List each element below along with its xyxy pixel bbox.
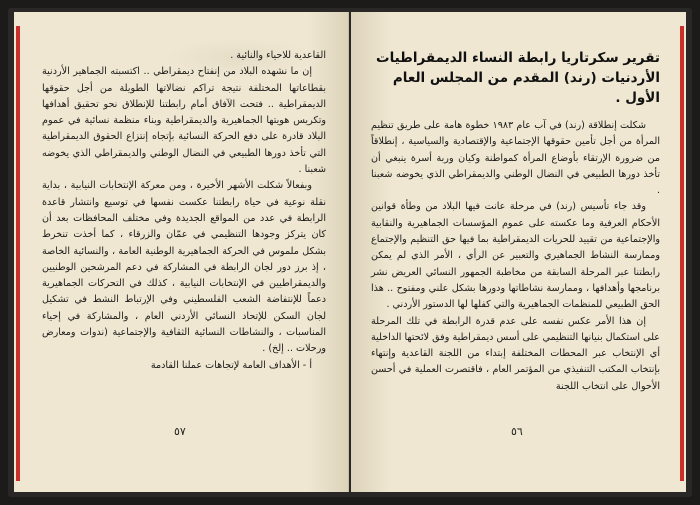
right-page-body [371, 118, 660, 395]
right-paragraph-3: إن هذا الأمر عكس نفسه على عدم قدرة الرابطة في تلك المرحلة على استكمال بنيانها التنظيمي على أسس ديمقراطية وفق لائحتها الداخلية أي الإنتخاب عبر المحطات المختلفة إبتداء من اللجنة القاعدية وإنتهاء بإنتخاب المكتب التنفيذي من المؤتمر العام ، فاقتصرت العملية في أحسن الأحوال على انتخاب اللجنة [371, 315, 660, 392]
left-heading-goals: أ - الأهداف العامة لإتجاهات عملنا القادمة [150, 359, 312, 371]
left-page-edge [16, 26, 20, 481]
left-paragraph-1: القاعدية للاحياء والنائية . [230, 50, 326, 61]
left-paragraph-3: وبفعالاً شكلت الأشهر الأخيرة ، ومن معركة الإنتخابات النيابية ، بداية نقلة نوعية في حياة رابطتنا عكست نفسها في توسيع وانتشار قاعدة الرابطة في عدد من المواقع الجديدة وفي مختلف المحافظات بعد أن كان يتركز وجودها التنظيمي في عمّان والزرقاء ، كما أخذت تنخرط بشكل ملموس في الحركة الجماهيرية الوطنية العامة ، والنسائية الخاصة ، إذ برز دور لجان الرابطة في المشاركة في دعم المرشحين الوطنيين والديمقراطيين في الإنتخابات النيابية ، كذلك في التحركات الجماهيرية دعماً للإنتفاضة الشعب الفلسطيني وفي الإرتباط النشط في تشكيل لجان السكن للإتحاد النسائي الأردني العام ، والمشاركة في إحياء المناسبات ، والنشاطات النسائية الثقافية والإجتماعية (ندوات ومعارض ورحلات .. إلخ) . [42, 180, 326, 355]
left-page-number: ٥٧ [174, 425, 186, 438]
right-page-edge [680, 26, 684, 481]
left-page-body [42, 48, 326, 374]
left-page [14, 12, 349, 492]
open-book [8, 8, 692, 497]
report-title: تقرير سكرتاريا رابطة النساء الديمقراطيات الأردنيات (رند) المقدم من المجلس العام الأول . [376, 50, 660, 106]
right-page-number: ٥٦ [511, 425, 523, 438]
right-paragraph-1: شكلت إنطلاقة (رند) في آب عام ١٩٨٣ خطوة هامة على طريق تنظيم المرأة من أجل تأمين حقوقها الإجتماعية والإقتصادية والسياسية ، إنطلاقاً من ضرورة الإرتقاء بأوضاع المرأة كمواطنة وكيان وربة أسرة ينبغي أن تأخذ دورها الطبيعي في النضال الوطني والديمقراطي الذي يخوضه شعبنا . [371, 120, 660, 197]
right-page [351, 12, 686, 492]
right-paragraph-2: وقد جاء تأسيس (رند) في مرحلة عانت فيها البلاد من وطأة قوانين الأحكام العرفية وما عكسته على عموم المؤسسات الجماهيرية والنقابية والإجتماعية من تقييد للحريات الديمقراطية بما فيها حق التنظيم والإجتماع وممارسة النشاط الجماهيري والتعبير عن الرأي ، الأمر الذي لم يمكن رابطتنا عبر المرحلة السابقة من مخاطبة الجمهور النسائي العريض نشر برنامجها وأهدافها ، وممارسة نشاطاتها ودورها بشكل علني ومفتوح .. هذا الحق الطبيعي للمنظمات الجماهيرية والتي كفلها لها الدستور الأردني . [371, 201, 660, 311]
left-paragraph-2: إن ما نشهده البلاد من إنفتاح ديمقراطي .. اكتسبته الجماهير الأردنية بقطاعاتها المختلفة نتيجة تراكم نضالاتها الطويلة من أجل حقوقها الديمقراطية .. فتحت الآفاق أمام رابطتنا للإنطلاق نحو تحقيق أهدافها وتكريس هويتها الجماهيرية والديمقراطية وبناء منظمة نسائية في عموم البلاد قادرة على دفع الحركة النسائية بإتجاه إنتزاع الحقوق الديمقراطية التي تأخذ دورها الطبيعي في النضال الوطني والديمقراطي الذي يخوضه شعبنا . [42, 66, 326, 176]
